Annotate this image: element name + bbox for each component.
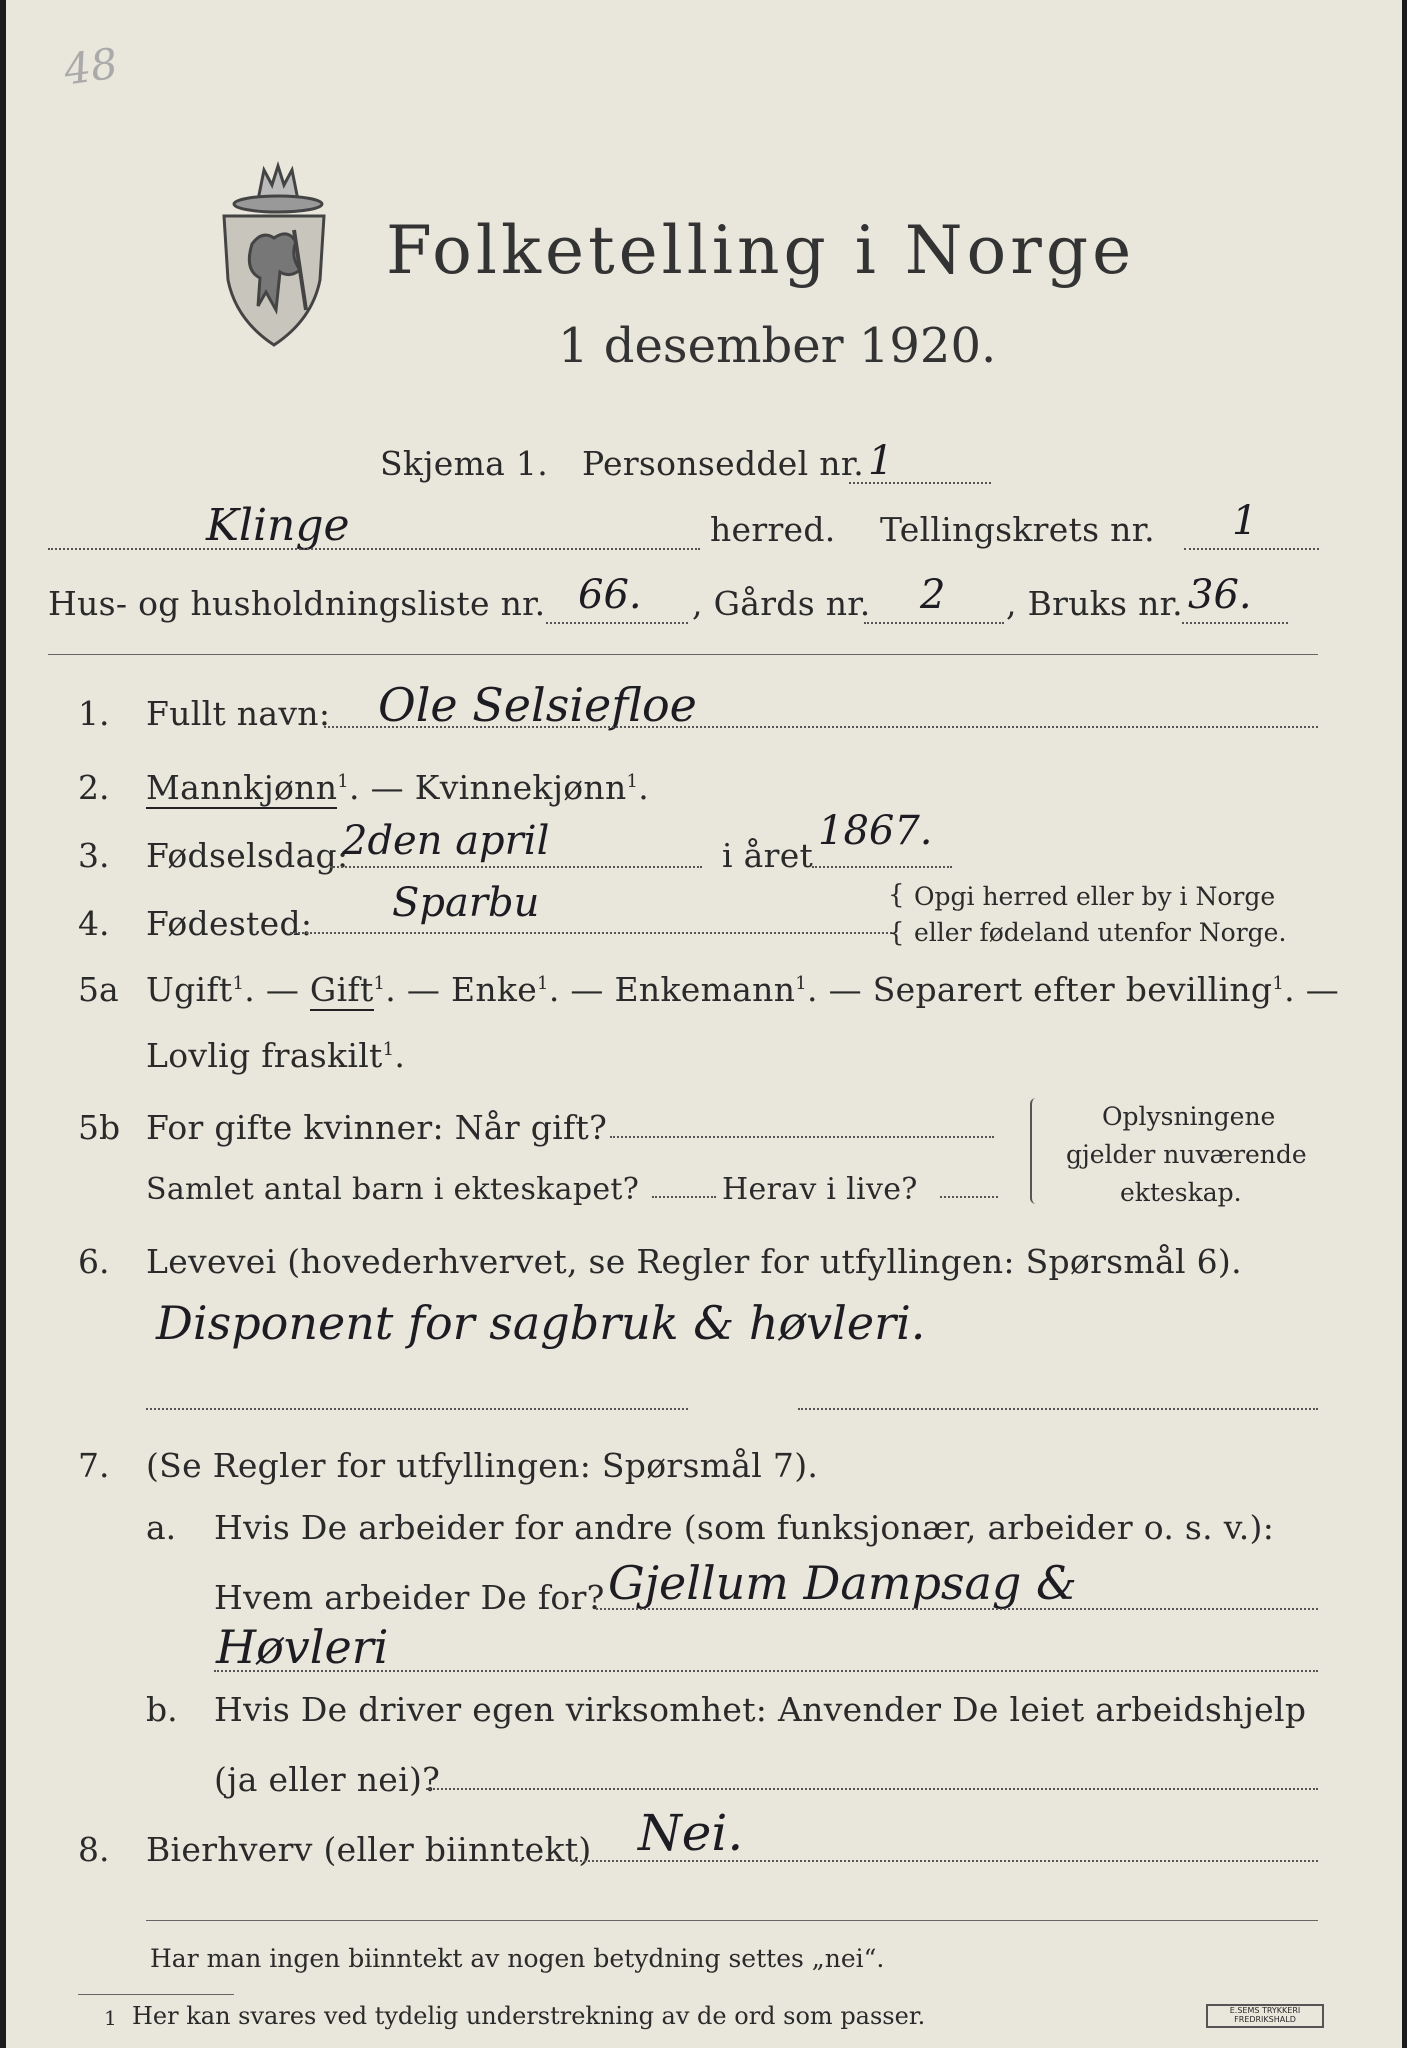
q1-label: Fullt navn:	[146, 694, 331, 733]
q7b-question: (ja eller nei)?	[214, 1760, 441, 1799]
q3-label: Fødselsdag:	[146, 836, 349, 875]
hus-label: Hus- og husholdningsliste nr.	[48, 584, 546, 623]
q5b-note-2: gjelder nuværende	[1066, 1140, 1307, 1169]
q6-occupation: Disponent for sagbruk & høvleri.	[156, 1296, 926, 1350]
herred-label: herred.	[710, 510, 836, 549]
q1-number: 1.	[78, 694, 110, 733]
kvinne-option: Kvinnekjønn	[414, 768, 627, 807]
q5b-note-3: ekteskap.	[1120, 1178, 1242, 1207]
gards-value: 2	[920, 572, 946, 618]
bruks-value: 36.	[1188, 572, 1252, 618]
q3-birthdate: 2den april	[342, 818, 550, 864]
census-form: 48 Folketelling i Norge 1 desember 1920. Skjema 1. Personseddel nr. 1 Klinge herred. Tellingskrets nr. 1 Hus- og husholdningsliste nr. 66. , Gårds nr. 2 , Bruks nr. 36. 1. Fullt navn: Ole Selsiefloe 2. Mannkjønn$^1$. — Kvinnekjønn$^1$. 3. Fødselsdag: 2den april i året 1867. 4. Fødested: Sparbu { Opgi herred eller by i Norge { eller fødeland utenfor Norge. 5a Ugift$^1$. — Gift$^1$. — Enke$^1$. — Enkemann$^1$. — Separert efter bevilling$^1$. — Lovlig fraskilt$^1$. 5b For gifte kvinner: Når gift? Samlet antal barn i ekteskapet? Herav i live? Oplysningene gjelder nuværende ekteskap. 6. Levevei (hovederhvervet, se Regler for utfyllingen: Spørsmål 6). Disponent for sagbruk & høvleri. 7. (Se Regler for utfyllingen: Spørsmål 7). a. Hvis De arbeider for andre (som funksjonær, arbeider o. s. v.): Hvem arbeider De for? Gjellum Dampsag & Høvleri b. Hvis De driver egen virksomhet: Anvender De leiet arbeidshjelp (ja eller nei)? 8. Bierhverv (eller biinntekt) Nei. Har man ingen biinntekt av nogen betydning settes „nei“. 1 Her kan svares ved tydelig understrekning av de ord som passer. E.SEMS TRYKKERI FREDRIKSHALD	[6, 0, 1402, 2048]
coat-of-arms-icon	[214, 160, 332, 350]
hus-value: 66.	[578, 572, 642, 618]
q2-number: 2.	[78, 768, 110, 807]
q8-number: 8.	[78, 1830, 110, 1869]
gards-label: , Gårds nr.	[692, 584, 871, 623]
q8-label: Bierhverv (eller biinntekt)	[146, 1830, 592, 1869]
q7b-text: Hvis De driver egen virksomhet: Anvender De leiet arbeidshjelp	[214, 1690, 1307, 1729]
q5a-options: Ugift$^1$. — Gift$^1$. — Enke$^1$. — Enkemann$^1$. — Separert efter bevilling$^1$. —	[146, 970, 1340, 1009]
q7a-employer-2: Høvleri	[216, 1620, 389, 1674]
skjema-label: Skjema 1.	[380, 444, 549, 483]
q7-label: (Se Regler for utfyllingen: Spørsmål 7).	[146, 1446, 819, 1485]
q6-number: 6.	[78, 1242, 110, 1281]
tellingskrets-value: 1	[1232, 498, 1258, 544]
q2-options: Mannkjønn$^1$. — Kvinnekjønn$^1$.	[146, 768, 650, 807]
herred-value: Klinge	[206, 500, 350, 551]
personseddel-label: Personseddel nr.	[582, 444, 865, 483]
gift-option: Gift	[309, 970, 374, 1009]
tellingskrets-label: Tellingskrets nr.	[880, 510, 1155, 549]
q3-year-label: i året	[722, 836, 814, 875]
q6-label: Levevei (hovederhvervet, se Regler for utfyllingen: Spørsmål 6).	[146, 1242, 1242, 1281]
mann-option: Mannkjønn	[146, 768, 338, 807]
q7-number: 7.	[78, 1446, 110, 1485]
personseddel-value: 1	[868, 438, 894, 484]
q3-number: 3.	[78, 836, 110, 875]
q7a-employer-1: Gjellum Dampsag &	[608, 1556, 1077, 1610]
q8-value: Nei.	[638, 1804, 744, 1862]
printer-stamp: E.SEMS TRYKKERI FREDRIKSHALD	[1206, 2004, 1324, 2028]
q5b-label: For gifte kvinner: Når gift?	[146, 1108, 608, 1147]
form-title: Folketelling i Norge	[386, 212, 1136, 289]
q4-number: 4.	[78, 904, 110, 943]
q7a-question: Hvem arbeider De for?	[214, 1578, 605, 1617]
q4-note-2: eller fødeland utenfor Norge.	[914, 918, 1287, 947]
q7a-text: Hvis De arbeider for andre (som funksjonær, arbeider o. s. v.):	[214, 1508, 1275, 1547]
form-date: 1 desember 1920.	[558, 318, 997, 374]
q5a-fraskilt: Lovlig fraskilt$^1$.	[146, 1036, 406, 1075]
corner-note: 48	[60, 38, 121, 95]
q5b-herav-label: Herav i live?	[722, 1172, 918, 1207]
q7a-number: a.	[146, 1508, 177, 1547]
bruks-label: , Bruks nr.	[1006, 584, 1183, 623]
q5b-number: 5b	[78, 1108, 121, 1147]
q5b-barn-label: Samlet antal barn i ekteskapet?	[146, 1172, 640, 1207]
footer-note: Har man ingen biinntekt av nogen betydning settes „nei“.	[150, 1944, 885, 1973]
footnote-text: Her kan svares ved tydelig understrekning av de ord som passer.	[132, 2002, 926, 2030]
q5a-number: 5a	[78, 970, 119, 1009]
footnote-number: 1	[104, 2006, 117, 2030]
q7b-number: b.	[146, 1690, 178, 1729]
q4-birthplace: Sparbu	[392, 880, 540, 926]
q3-birth-year: 1867.	[818, 808, 933, 854]
q4-note-1: Opgi herred eller by i Norge	[914, 882, 1276, 911]
q1-full-name: Ole Selsiefloe	[378, 678, 697, 732]
q5b-note-1: Oplysningene	[1102, 1102, 1276, 1131]
q4-label: Fødested:	[146, 904, 313, 943]
